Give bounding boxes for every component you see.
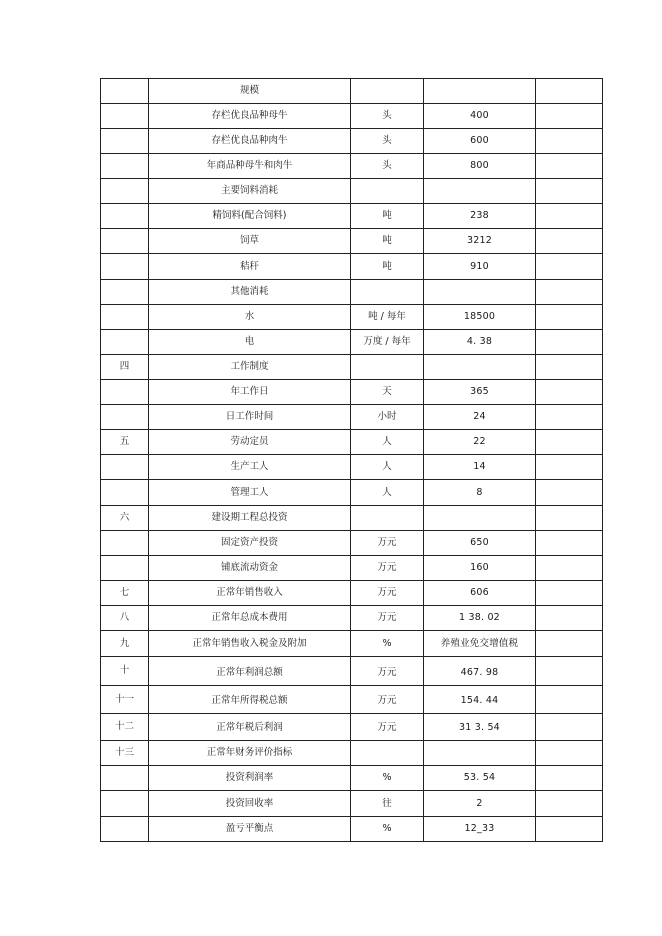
item-cell: 年商品种母牛和肉牛 xyxy=(149,154,351,179)
value-cell: 22 xyxy=(424,430,536,455)
item-cell: 正常年利润总额 xyxy=(149,657,351,686)
table-row xyxy=(101,154,603,179)
table-row xyxy=(101,204,603,229)
value-cell: 31 3. 54 xyxy=(424,714,536,741)
table-row xyxy=(101,305,603,330)
table-row xyxy=(101,129,603,154)
value-cell: 2 xyxy=(424,791,536,817)
row-number-cell xyxy=(101,556,149,581)
value-cell: 12_33 xyxy=(424,817,536,842)
value-cell: 1 38. 02 xyxy=(424,606,536,631)
unit-cell: 万元 xyxy=(351,581,424,606)
table-row xyxy=(101,480,603,506)
table-row xyxy=(101,330,603,355)
unit-cell: 人 xyxy=(351,430,424,455)
value-cell xyxy=(424,741,536,766)
data-table xyxy=(100,78,603,842)
value-cell: 365 xyxy=(424,380,536,405)
unit-cell xyxy=(351,355,424,380)
row-number-cell xyxy=(101,791,149,817)
unit-cell: 吨 xyxy=(351,204,424,229)
row-number-cell xyxy=(101,531,149,556)
item-cell: 正常年销售收入税金及附加 xyxy=(149,631,351,657)
remark-cell xyxy=(536,686,603,714)
unit-cell xyxy=(351,280,424,305)
value-cell: 600 xyxy=(424,129,536,154)
item-cell: 饲草 xyxy=(149,229,351,254)
unit-cell: 头 xyxy=(351,129,424,154)
table-row xyxy=(101,766,603,791)
item-cell: 存栏优良品种肉牛 xyxy=(149,129,351,154)
table-row xyxy=(101,455,603,480)
item-cell: 工作制度 xyxy=(149,355,351,380)
value-cell: 160 xyxy=(424,556,536,581)
value-cell: 467. 98 xyxy=(424,657,536,686)
unit-cell: 小时 xyxy=(351,405,424,430)
table-row xyxy=(101,606,603,631)
table-row xyxy=(101,686,603,714)
row-number-cell xyxy=(101,179,149,204)
unit-cell xyxy=(351,179,424,204)
remark-cell xyxy=(536,254,603,280)
item-cell: 固定资产投资 xyxy=(149,531,351,556)
unit-cell xyxy=(351,506,424,531)
table-row xyxy=(101,229,603,254)
row-number-cell xyxy=(101,480,149,506)
unit-cell: 万元 xyxy=(351,606,424,631)
unit-cell: 万度 / 每年 xyxy=(351,330,424,355)
item-cell: 建设期工程总投资 xyxy=(149,506,351,531)
item-cell: 生产工人 xyxy=(149,455,351,480)
item-cell: 秸秆 xyxy=(149,254,351,280)
table-row xyxy=(101,531,603,556)
table-row xyxy=(101,791,603,817)
table-row xyxy=(101,657,603,686)
unit-cell: 吨 xyxy=(351,229,424,254)
unit-cell: 万元 xyxy=(351,714,424,741)
unit-cell: 万元 xyxy=(351,657,424,686)
remark-cell xyxy=(536,305,603,330)
item-cell: 正常年销售收入 xyxy=(149,581,351,606)
table-row xyxy=(101,179,603,204)
row-number-cell: 十二 xyxy=(101,714,149,741)
remark-cell xyxy=(536,330,603,355)
row-number-cell xyxy=(101,280,149,305)
remark-cell xyxy=(536,104,603,129)
remark-cell xyxy=(536,581,603,606)
remark-cell xyxy=(536,380,603,405)
unit-cell: 人 xyxy=(351,455,424,480)
table-row xyxy=(101,817,603,842)
row-number-cell xyxy=(101,229,149,254)
value-cell: 400 xyxy=(424,104,536,129)
item-cell: 水 xyxy=(149,305,351,330)
unit-cell: 往 xyxy=(351,791,424,817)
unit-cell: % xyxy=(351,817,424,842)
item-cell: 正常年总成本费用 xyxy=(149,606,351,631)
table-row xyxy=(101,280,603,305)
value-cell: 4. 38 xyxy=(424,330,536,355)
value-cell xyxy=(424,79,536,104)
value-cell xyxy=(424,506,536,531)
unit-cell: 头 xyxy=(351,104,424,129)
value-cell xyxy=(424,280,536,305)
item-cell: 精饲料(配合饲料) xyxy=(149,204,351,229)
value-cell: 910 xyxy=(424,254,536,280)
value-cell: 650 xyxy=(424,531,536,556)
remark-cell xyxy=(536,631,603,657)
table-row xyxy=(101,556,603,581)
table-body xyxy=(101,79,603,842)
row-number-cell: 五 xyxy=(101,430,149,455)
row-number-cell xyxy=(101,204,149,229)
unit-cell: 天 xyxy=(351,380,424,405)
unit-cell xyxy=(351,741,424,766)
unit-cell xyxy=(351,79,424,104)
value-cell: 606 xyxy=(424,581,536,606)
row-number-cell: 八 xyxy=(101,606,149,631)
value-cell: 53. 54 xyxy=(424,766,536,791)
remark-cell xyxy=(536,204,603,229)
remark-cell xyxy=(536,355,603,380)
value-cell xyxy=(424,355,536,380)
value-cell: 18500 xyxy=(424,305,536,330)
item-cell: 铺底流动资金 xyxy=(149,556,351,581)
remark-cell xyxy=(536,531,603,556)
unit-cell: 吨 xyxy=(351,254,424,280)
row-number-cell xyxy=(101,766,149,791)
row-number-cell xyxy=(101,455,149,480)
value-cell: 24 xyxy=(424,405,536,430)
table-row xyxy=(101,581,603,606)
row-number-cell xyxy=(101,305,149,330)
remark-cell xyxy=(536,154,603,179)
item-cell: 劳动定员 xyxy=(149,430,351,455)
item-cell: 其他消耗 xyxy=(149,280,351,305)
table-row xyxy=(101,79,603,104)
remark-cell xyxy=(536,766,603,791)
unit-cell: 万元 xyxy=(351,556,424,581)
value-cell: 养殖业免交增值税 xyxy=(424,631,536,657)
row-number-cell xyxy=(101,330,149,355)
row-number-cell xyxy=(101,254,149,280)
item-cell: 主要饲料消耗 xyxy=(149,179,351,204)
unit-cell: 头 xyxy=(351,154,424,179)
value-cell: 800 xyxy=(424,154,536,179)
unit-cell: % xyxy=(351,631,424,657)
row-number-cell: 十一 xyxy=(101,686,149,714)
row-number-cell: 四 xyxy=(101,355,149,380)
unit-cell: 万元 xyxy=(351,686,424,714)
row-number-cell xyxy=(101,129,149,154)
unit-cell: 万元 xyxy=(351,531,424,556)
remark-cell xyxy=(536,714,603,741)
table-row xyxy=(101,430,603,455)
remark-cell xyxy=(536,280,603,305)
value-cell: 14 xyxy=(424,455,536,480)
item-cell: 正常年财务评价指标 xyxy=(149,741,351,766)
row-number-cell: 六 xyxy=(101,506,149,531)
item-cell: 投资回收率 xyxy=(149,791,351,817)
value-cell: 238 xyxy=(424,204,536,229)
item-cell: 盈亏平衡点 xyxy=(149,817,351,842)
remark-cell xyxy=(536,179,603,204)
remark-cell xyxy=(536,79,603,104)
table-row xyxy=(101,104,603,129)
item-cell: 投资利润率 xyxy=(149,766,351,791)
table-row xyxy=(101,506,603,531)
value-cell xyxy=(424,179,536,204)
remark-cell xyxy=(536,430,603,455)
row-number-cell xyxy=(101,405,149,430)
table-row xyxy=(101,380,603,405)
item-cell: 规模 xyxy=(149,79,351,104)
remark-cell xyxy=(536,455,603,480)
value-cell: 3212 xyxy=(424,229,536,254)
unit-cell: % xyxy=(351,766,424,791)
value-cell: 8 xyxy=(424,480,536,506)
row-number-cell xyxy=(101,817,149,842)
table-row xyxy=(101,405,603,430)
row-number-cell xyxy=(101,79,149,104)
row-number-cell: 十 xyxy=(101,657,149,686)
table-row xyxy=(101,741,603,766)
row-number-cell xyxy=(101,104,149,129)
item-cell: 日工作时间 xyxy=(149,405,351,430)
remark-cell xyxy=(536,791,603,817)
table-row xyxy=(101,714,603,741)
remark-cell xyxy=(536,480,603,506)
item-cell: 管理工人 xyxy=(149,480,351,506)
remark-cell xyxy=(536,506,603,531)
item-cell: 电 xyxy=(149,330,351,355)
remark-cell xyxy=(536,657,603,686)
row-number-cell: 十三 xyxy=(101,741,149,766)
remark-cell xyxy=(536,556,603,581)
unit-cell: 吨 / 每年 xyxy=(351,305,424,330)
table-row xyxy=(101,631,603,657)
row-number-cell: 七 xyxy=(101,581,149,606)
table-row xyxy=(101,254,603,280)
remark-cell xyxy=(536,606,603,631)
row-number-cell xyxy=(101,380,149,405)
row-number-cell xyxy=(101,154,149,179)
item-cell: 正常年税后利润 xyxy=(149,714,351,741)
item-cell: 正常年所得税总额 xyxy=(149,686,351,714)
remark-cell xyxy=(536,405,603,430)
item-cell: 年工作日 xyxy=(149,380,351,405)
unit-cell: 人 xyxy=(351,480,424,506)
remark-cell xyxy=(536,129,603,154)
value-cell: 154. 44 xyxy=(424,686,536,714)
remark-cell xyxy=(536,229,603,254)
remark-cell xyxy=(536,817,603,842)
table-row xyxy=(101,355,603,380)
row-number-cell: 九 xyxy=(101,631,149,657)
item-cell: 存栏优良品种母牛 xyxy=(149,104,351,129)
remark-cell xyxy=(536,741,603,766)
